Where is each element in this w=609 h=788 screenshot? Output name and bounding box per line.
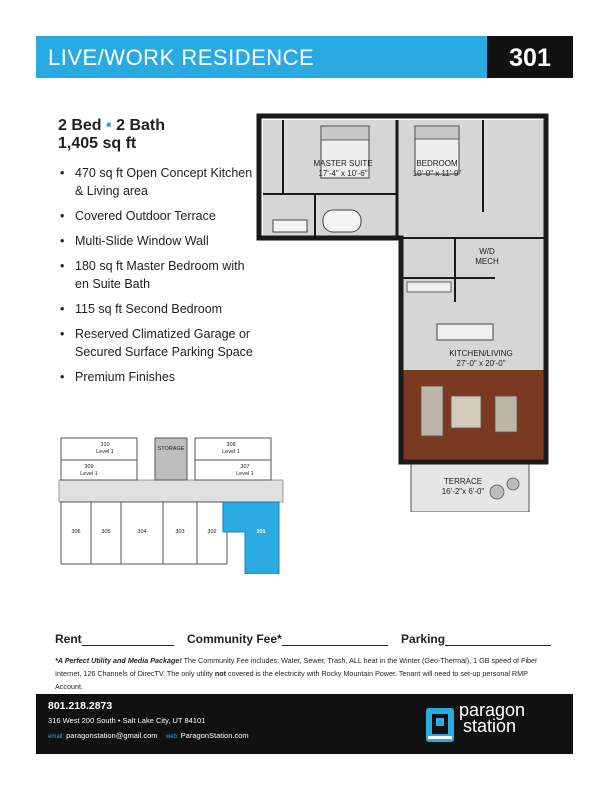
email-label: email: bbox=[48, 734, 65, 740]
storage-label: STORAGE bbox=[157, 446, 185, 452]
highlighted-unit bbox=[223, 502, 279, 574]
baths-label: 2 Bath bbox=[116, 117, 165, 134]
room-name: TERRACE bbox=[443, 477, 483, 486]
unit-number: 301 bbox=[509, 44, 551, 72]
room-dims: 16'-2"x 6'-0" bbox=[441, 487, 485, 496]
unit-label: 304 bbox=[137, 529, 147, 535]
vanity bbox=[273, 220, 307, 232]
second-bed-pillows bbox=[415, 126, 459, 139]
footnote bbox=[55, 654, 555, 693]
unit-label: 308 bbox=[226, 442, 236, 448]
unit-level: Level 1 bbox=[236, 471, 254, 477]
unit-label: 307 bbox=[240, 464, 250, 470]
key-plan bbox=[55, 432, 287, 574]
terrace-chair bbox=[490, 485, 504, 499]
web-label: web: bbox=[165, 734, 179, 740]
beds-label: 2 Bed bbox=[58, 117, 102, 134]
armchair bbox=[495, 396, 517, 432]
footnote-lead: *A Perfect Utility and Media Package! bbox=[55, 656, 182, 665]
paragon-logo-icon bbox=[424, 704, 456, 744]
unit-level: Level 1 bbox=[96, 449, 114, 455]
room-dims: 17'-4" x 10'-6" bbox=[318, 169, 368, 178]
web-link[interactable]: ParagonStation.com bbox=[180, 731, 249, 740]
footer-phone: 801.218.2873 bbox=[48, 700, 113, 712]
room-name: W/D bbox=[479, 247, 495, 256]
feature-item: • 180 sq ft Master Bedroom with en Suite Bath bbox=[58, 257, 258, 293]
unit-label: 303 bbox=[175, 529, 185, 535]
logo-line-2: station bbox=[463, 716, 517, 736]
room-dims: 10'-0" x 11'-9" bbox=[412, 169, 462, 178]
feature-item: • Covered Outdoor Terrace bbox=[58, 207, 258, 225]
unit-label: 305 bbox=[101, 529, 111, 535]
unit-box bbox=[195, 460, 271, 480]
room-name: BEDROOM bbox=[416, 159, 458, 168]
feature-item: • Multi-Slide Window Wall bbox=[58, 232, 258, 250]
unit-level: Level 1 bbox=[80, 471, 98, 477]
feature-item: • Reserved Climatized Garage or Secured Surface Parking Space bbox=[58, 325, 258, 361]
feature-item: • 115 sq ft Second Bedroom bbox=[58, 300, 258, 318]
logo-wordmark bbox=[459, 702, 525, 734]
feature-item: • 470 sq ft Open Concept Kitchen & Living area bbox=[58, 164, 258, 200]
fill-in-fields bbox=[55, 632, 553, 646]
separator-dot: • bbox=[106, 117, 112, 134]
rent-label: Rent bbox=[55, 632, 82, 646]
parking-label: Parking bbox=[401, 632, 446, 646]
feature-list bbox=[58, 164, 258, 393]
bathtub bbox=[323, 210, 361, 232]
rent-line[interactable] bbox=[82, 633, 174, 646]
footnote-emphasis: not bbox=[214, 669, 226, 678]
room-name: MASTER SUITE bbox=[313, 159, 373, 168]
storage-box bbox=[155, 438, 187, 480]
room-name: KITCHEN/LIVING bbox=[449, 349, 513, 358]
unit-label: 302 bbox=[207, 529, 217, 535]
coffee-table bbox=[451, 396, 481, 428]
unit-label: 310 bbox=[100, 442, 110, 448]
unit-label: 309 bbox=[84, 464, 94, 470]
feature-item: • Premium Finishes bbox=[58, 368, 258, 386]
page-title: LIVE/WORK RESIDENCE bbox=[48, 45, 315, 70]
logo-line-1: paragon bbox=[459, 700, 526, 720]
footer-contact bbox=[48, 731, 249, 740]
footer-address: 316 West 200 South • Salt Lake City, UT 84101 bbox=[48, 716, 206, 725]
bed-bath-summary bbox=[58, 117, 165, 135]
sofa bbox=[421, 386, 443, 436]
footnote-body: covered is the electricity with Rocky Mountain Power. Tenant will need to set-up personal RMP Account. bbox=[55, 669, 528, 691]
unit-level: Level 1 bbox=[222, 449, 240, 455]
floor-plan bbox=[255, 112, 550, 512]
kitchen-counter bbox=[407, 282, 451, 292]
community-fee-label: Community Fee* bbox=[187, 632, 282, 646]
area-label: 1,405 sq ft bbox=[58, 135, 137, 152]
parking-line[interactable] bbox=[445, 633, 551, 646]
email-link[interactable]: paragonstation@gmail.com bbox=[66, 731, 158, 740]
community-fee-line[interactable] bbox=[282, 633, 388, 646]
kitchen-island bbox=[437, 324, 493, 340]
master-bed-pillows bbox=[321, 126, 369, 140]
unit-label-highlighted: 301 bbox=[256, 529, 266, 535]
room-dims: 27'-0" x 20'-0" bbox=[456, 359, 506, 368]
terrace-chair bbox=[507, 478, 519, 490]
corridor bbox=[59, 480, 283, 502]
unit-box bbox=[61, 460, 137, 480]
room-dims: MECH bbox=[475, 257, 499, 266]
unit-label: 306 bbox=[71, 529, 81, 535]
footnote-body: The Community Fee includes: Water, Sewer, Trash, ALL heat in the Winter (Geo-Thermal), 1 GB speed of Fiber Internet, 126 Channels of DirecTV. The only utility bbox=[55, 656, 538, 678]
